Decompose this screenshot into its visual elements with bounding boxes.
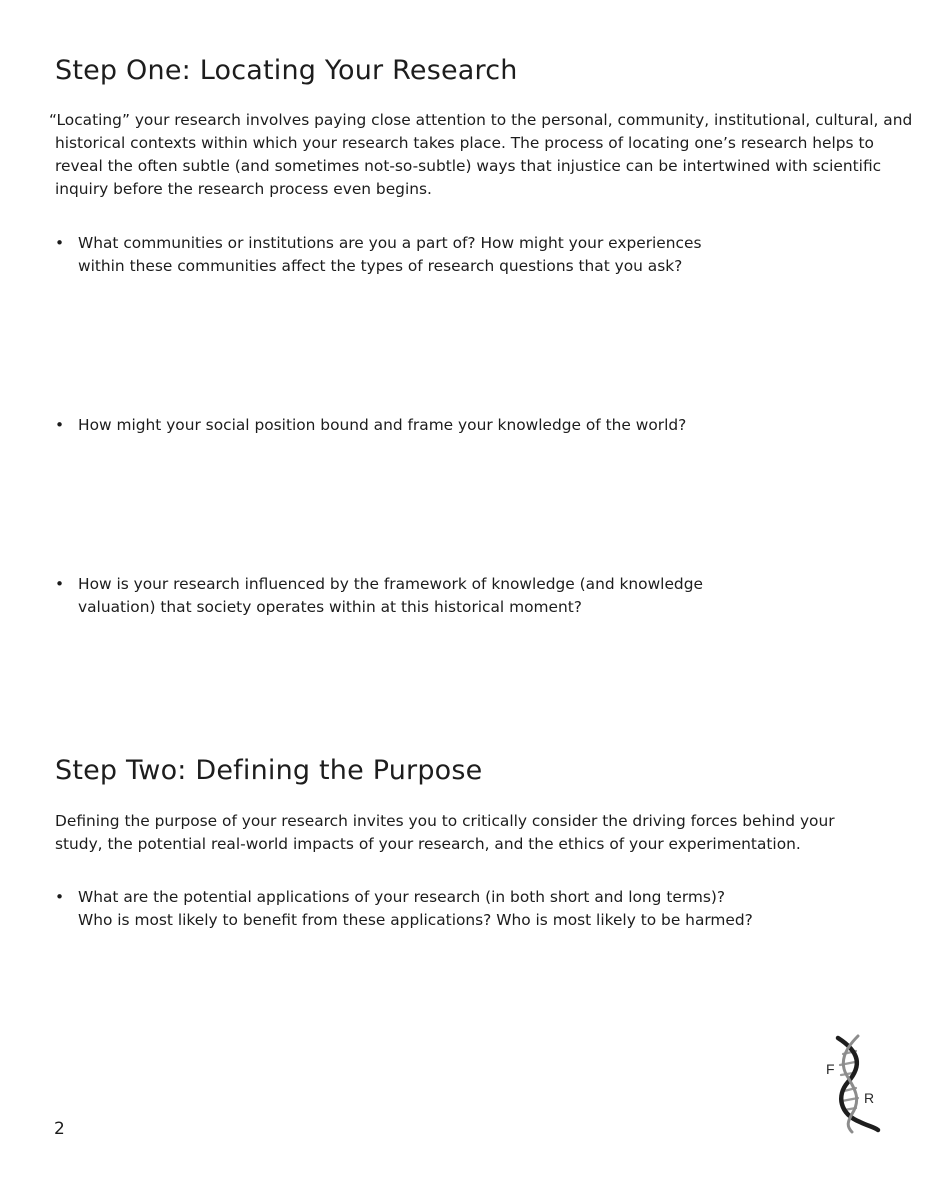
bullet-icon: •	[55, 575, 65, 593]
dna-helix-logo-icon	[822, 1034, 886, 1134]
step-two-title: Step Two: Defining the Purpose	[55, 755, 483, 786]
logo-letter-r: R	[864, 1090, 875, 1106]
intro-line: study, the potential real-world impacts of your research, and the ethics of your experimentation.	[55, 835, 801, 853]
question-line: valuation) that society operates within at this historical moment?	[78, 598, 582, 616]
bullet-icon: •	[55, 416, 65, 434]
step-two-intro	[55, 810, 835, 856]
intro-line: “Locating” your research involves paying close attention to the personal, community, institutional, cultural, and	[49, 111, 913, 129]
question-line: How might your social position bound and frame your knowledge of the world?	[78, 416, 687, 434]
question-line: within these communities affect the types of research questions that you ask?	[78, 257, 683, 275]
bullet-icon: •	[55, 234, 65, 252]
intro-line: reveal the often subtle (and sometimes not-so-subtle) ways that injustice can be intertwined with scientific	[55, 157, 882, 175]
intro-line: Defining the purpose of your research invites you to critically consider the driving forces behind your	[55, 812, 835, 830]
question-line: How is your research influenced by the framework of knowledge (and knowledge	[78, 575, 703, 593]
logo-letter-f: F	[826, 1061, 835, 1077]
helix-strand-dark	[838, 1038, 878, 1130]
bullet-icon: •	[55, 888, 65, 906]
question-line: Who is most likely to benefit from these applications? Who is most likely to be harmed?	[78, 911, 753, 929]
intro-line: historical contexts within which your research takes place. The process of locating one’s research helps to	[55, 134, 874, 152]
step-one-title: Step One: Locating Your Research	[55, 55, 518, 86]
question-line: What communities or institutions are you a part of? How might your experiences	[78, 234, 702, 252]
page-number: 2	[54, 1119, 65, 1139]
question-line: What are the potential applications of your research (in both short and long terms)?	[78, 888, 726, 906]
step-one-intro	[49, 109, 912, 201]
intro-line: inquiry before the research process even begins.	[55, 180, 432, 198]
